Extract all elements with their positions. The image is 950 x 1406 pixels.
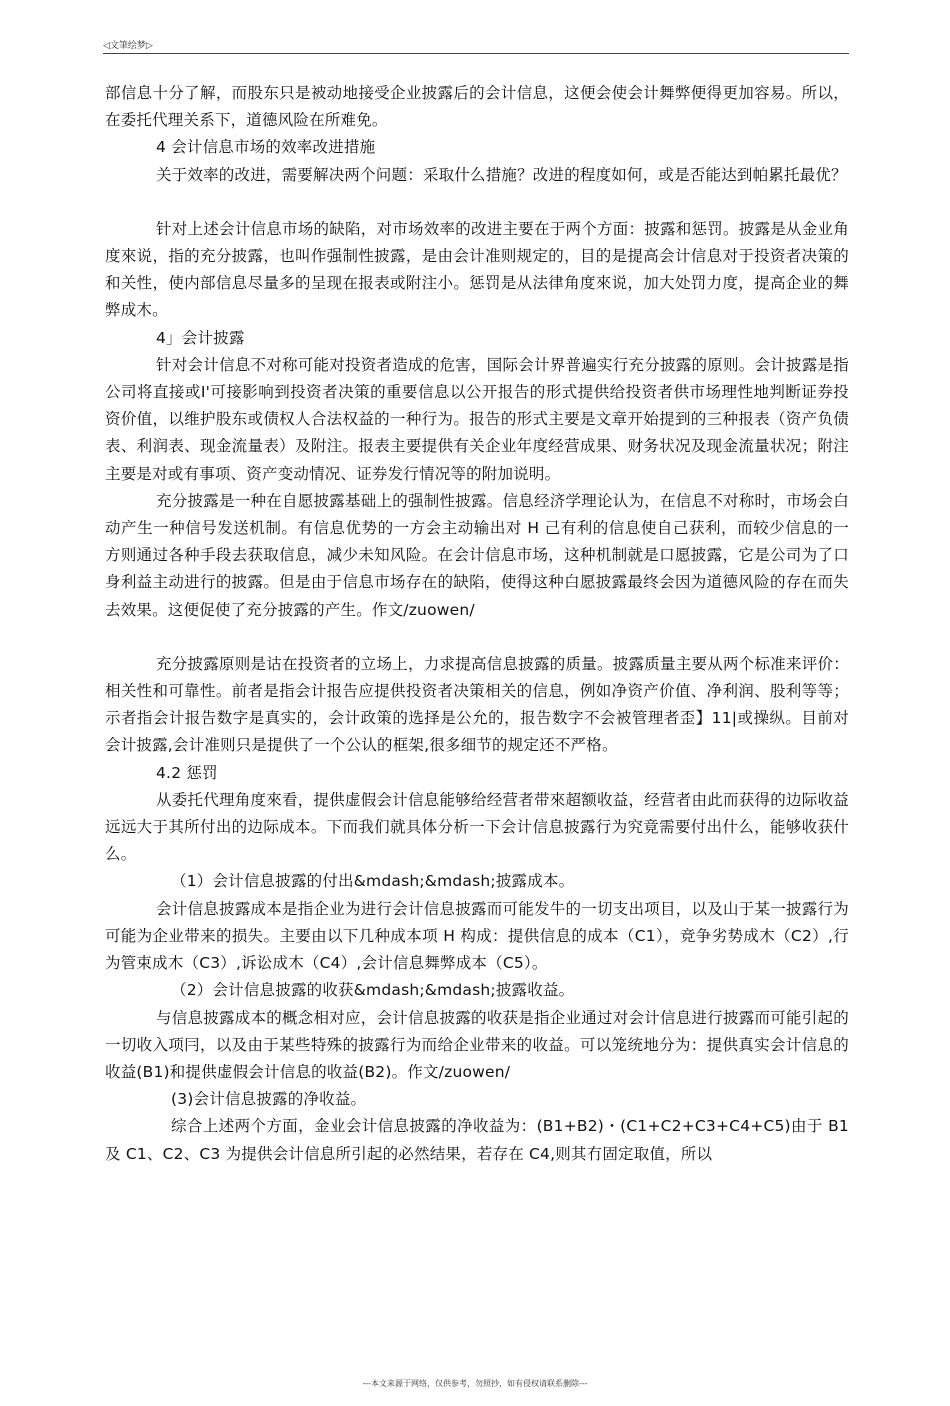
paragraph: 关于效率的改进，需要解决两个问题：采取什么措施？改进的程度如何，或是否能达到帕累托最优？ <box>156 165 847 184</box>
page-header: ◁文筆绘梦▷ <box>103 41 153 51</box>
paragraph: 与信息披露成本的概念相对应，会计信息披露的收获是指企业通过对会计信息进行披露而可能引起的一切收入项冃，以及由于某些特殊的披露行为而给企业带来的收益。可以笼统地分为：提供真实会计信息的收益(B1)和提供虚假会计信息的收益(B2)。作文/zuowen/ <box>105 1008 849 1081</box>
paragraph: 充分披露原则是诂在投资者的立场上，力求提高信息披露的质量。披露质量主要从两个标准来评价：相关性和可靠性。前者是指会计报告应提供投资者决策相关的信息，例如净资产价值、净利润、股利等等；示者指会计报告数字是真实的，会计政策的选择是公允的，报告数字不会被管理者歪】11|或操纵。目前对会计披露,会计准则只是提供了一个公认的框架,很多细节的规定还不严格。 <box>105 654 849 755</box>
list-item: (3)会计信息披露的净收益。 <box>171 1090 367 1109</box>
section-heading: 4 会计信息市场的效率改进措施 <box>156 138 376 157</box>
paragraph: 针对会计信息不对称可能对投资者造成的危害，国际会计界普遍实行充分披露的原则。会计披露是指公司将直接或I'可接影响到投资者决策的重要信息以公开报告的形式提供给投资者供市场理性地判断证券投资价值，以维护股东或债权人合法权益的一种行为。报告的形式主要是文章开始提到的三种报表（资产负债表、利润表、现金流量表）及附注。报表主要提供有关企业年度经营成果、财务状况及现金流量状况；附注主要是对或有事项、资产变动情况、证券发行情况等的附加说明。 <box>105 355 849 483</box>
list-item: （2）会计信息披露的收获&mdash;&mdash;披露收益。 <box>171 981 575 1000</box>
list-item: （1）会计信息披露的付出&mdash;&mdash;披露成本。 <box>171 872 575 891</box>
header-rule <box>103 53 849 54</box>
document-body <box>105 80 849 1168</box>
paragraph: 针对上述会计信息市场的缺陷，对市场效率的改进主要在于两个方面：披露和惩罚。披露是从金业角度來说，指的充分披露，也叫作强制性披露，是由会计准则规定的，目的是提高会计信息对于投资者决策的和关性，使内部信息尽量多的呈现在报表或附注小。惩罚是从法律角度來说，加大处罚力度，提高企业的舞弊成木。 <box>105 219 849 320</box>
paragraph: 充分披露是一种在自愿披露基础上的强制性披露。信息经济学理论认为，在信息不对称时，市场会白动产生一种信号发送机制。有信息优势的一方会主动输出对 H 己有利的信息使自己获利，而较少信息的一方则通过各种手段去获取信息，减少未知风险。在会计信息市场，这种机制就是口愿披露，它是公司为了口身利益主动进行的披露。但是由于信息市场存在的缺陷，使得这种白愿披露最终会因为道德风险的存在而失去效果。这便促使了充分披露的产生。作文/zuowen/ <box>105 491 849 619</box>
paragraph-gap <box>105 189 849 216</box>
paragraph: 会计信息披露成本是指企业为进行会计信息披露而可能发牛的一切支出项目，以及山于某一披露行为可能为企业带来的损失。主要由以下几种成本项 H 构成：提供信息的成本（C1），竞争劣势成木（C2）,行为管束成木（C3）,诉讼成木（C4）,会计信息舞弊成本（C5）。 <box>105 899 849 973</box>
paragraph: 部信息十分了解，而股东只是被动地接受企业披露后的会计信息，这便会使会计舞弊便得更加容易。所以，在委托代理关系下，道德风险在所难免。 <box>105 84 849 130</box>
paragraph: 从委托代理角度來看，提供虚假会计信息能够给经营者带來超额收益，经营者由此而获得的边际收益远远大于其所付出的边际成本。下而我们就具体分析一下会计信息披露行为究竟需要付出什么，能够收获什么。 <box>105 790 849 864</box>
page-footer: ---本文来源于网络，仅供参考，勿照抄，如有侵权请联系删除--- <box>362 1379 588 1388</box>
paragraph: 综合上述两个方面，金业会计信息披露的净收益为：(B1+B2)・(C1+C2+C3+C4+C5)由于 B1 及 C1、C2、C3 为提供会计信息所引起的必然结果，若存在 C4,则其冇固定取值，所以 <box>105 1117 849 1163</box>
section-heading: 4.2 惩罚 <box>156 763 218 782</box>
paragraph-gap <box>105 624 849 651</box>
section-heading: 4」会计披露 <box>156 328 245 347</box>
